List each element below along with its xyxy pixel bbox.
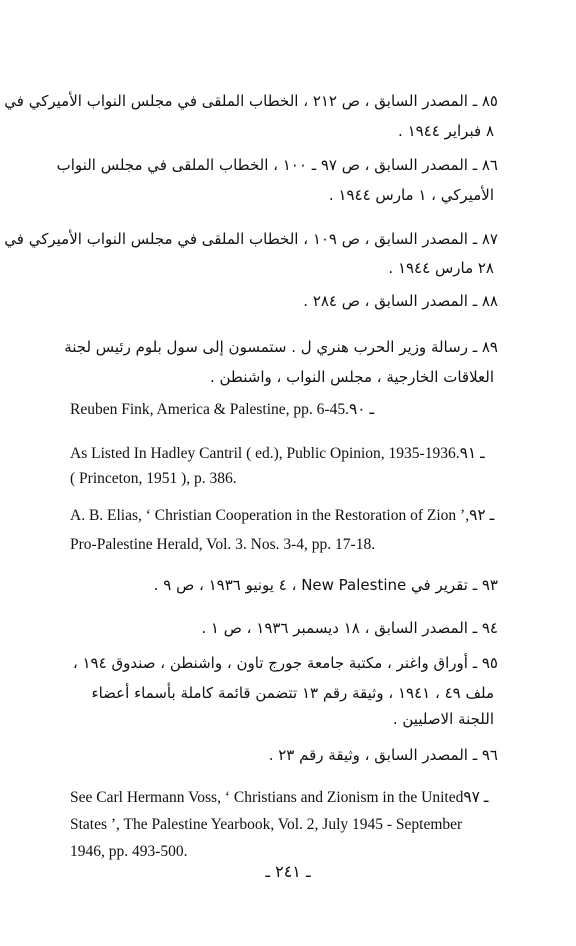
footnote-85-line-2: ٨ فبراير ١٩٤٤ . (398, 122, 494, 140)
footnote-91-line-1: As Listed In Hadley Cantril ( ed.), Public Opinion, 1935-1936.ـ ٩١ (70, 445, 485, 462)
footnote-93-line-1: ٩٣ ـ تقرير في New Palestine ، ٤ يونيو ١٩٣٦ ، ص ٩ . (153, 576, 498, 594)
footnote-95-line-3: اللجنة الاصليين . (392, 710, 494, 728)
footnote-97-line-1: See Carl Hermann Voss, ‘ Christians and Zionism in the Unitedـ ٩٧ (70, 789, 489, 806)
footnote-86-line-2: الأميركي ، ١ مارس ١٩٤٤ . (328, 186, 494, 204)
footnote-95-line-1: ٩٥ ـ أوراق واغنر ، مكتبة جامعة جورج تاون ، واشنطن ، صندوق ١٩٤ ، (72, 654, 498, 672)
footnote-87-line-2: ٢٨ مارس ١٩٤٤ . (388, 259, 494, 277)
footnote-87-line-1: ٨٧ ـ المصدر السابق ، ص ١٠٩ ، الخطاب الملقى في مجلس النواب الأميركي في (4, 230, 498, 248)
footnote-97-line-3: 1946, pp. 493-500. (70, 843, 188, 860)
footnote-89-line-1: ٨٩ ـ رسالة وزير الحرب هنري ل . ستمسون إلى سول بلوم رئيس لجنة (64, 338, 498, 356)
footnote-85-line-1: ٨٥ ـ المصدر السابق ، ص ٢١٢ ، الخطاب الملقى في مجلس النواب الأميركي في (4, 92, 498, 110)
footnote-96-line-1: ٩٦ ـ المصدر السابق ، وثيقة رقم ٢٣ . (268, 746, 498, 764)
footnote-86-line-1: ٨٦ ـ المصدر السابق ، ص ٩٧ ـ ١٠٠ ، الخطاب الملقى في مجلس النواب (56, 156, 498, 174)
footnote-92-line-2: Pro-Palestine Herald, Vol. 3. Nos. 3-4, pp. 17-18. (70, 536, 376, 553)
footnote-89-line-2: العلاقات الخارجية ، مجلس النواب ، واشنطن . (209, 368, 494, 386)
footnote-94-line-1: ٩٤ ـ المصدر السابق ، ١٨ ديسمبر ١٩٣٦ ، ص ١ . (201, 619, 498, 637)
page-number: ـ ٢٤١ ـ (265, 862, 311, 881)
footnote-95-line-2: ملف ٤٩ ، ١٩٤١ ، وثيقة رقم ١٣ تتضمن قائمة كاملة بأسماء أعضاء (91, 684, 494, 702)
footnote-91-line-2: ( Princeton, 1951 ), p. 386. (70, 470, 237, 487)
footnote-88-line-1: ٨٨ ـ المصدر السابق ، ص ٢٨٤ . (303, 292, 498, 310)
footnote-97-line-2: States ’, The Palestine Yearbook, Vol. 2, July 1945 - September (70, 816, 463, 833)
footnote-90-line-1: Reuben Fink, America & Palestine, pp. 6-45.ـ ٩٠ (70, 401, 375, 418)
footnote-92-line-1: A. B. Elias, ‘ Christian Cooperation in the Restoration of Zion ’,ـ ٩٢ (70, 507, 495, 524)
